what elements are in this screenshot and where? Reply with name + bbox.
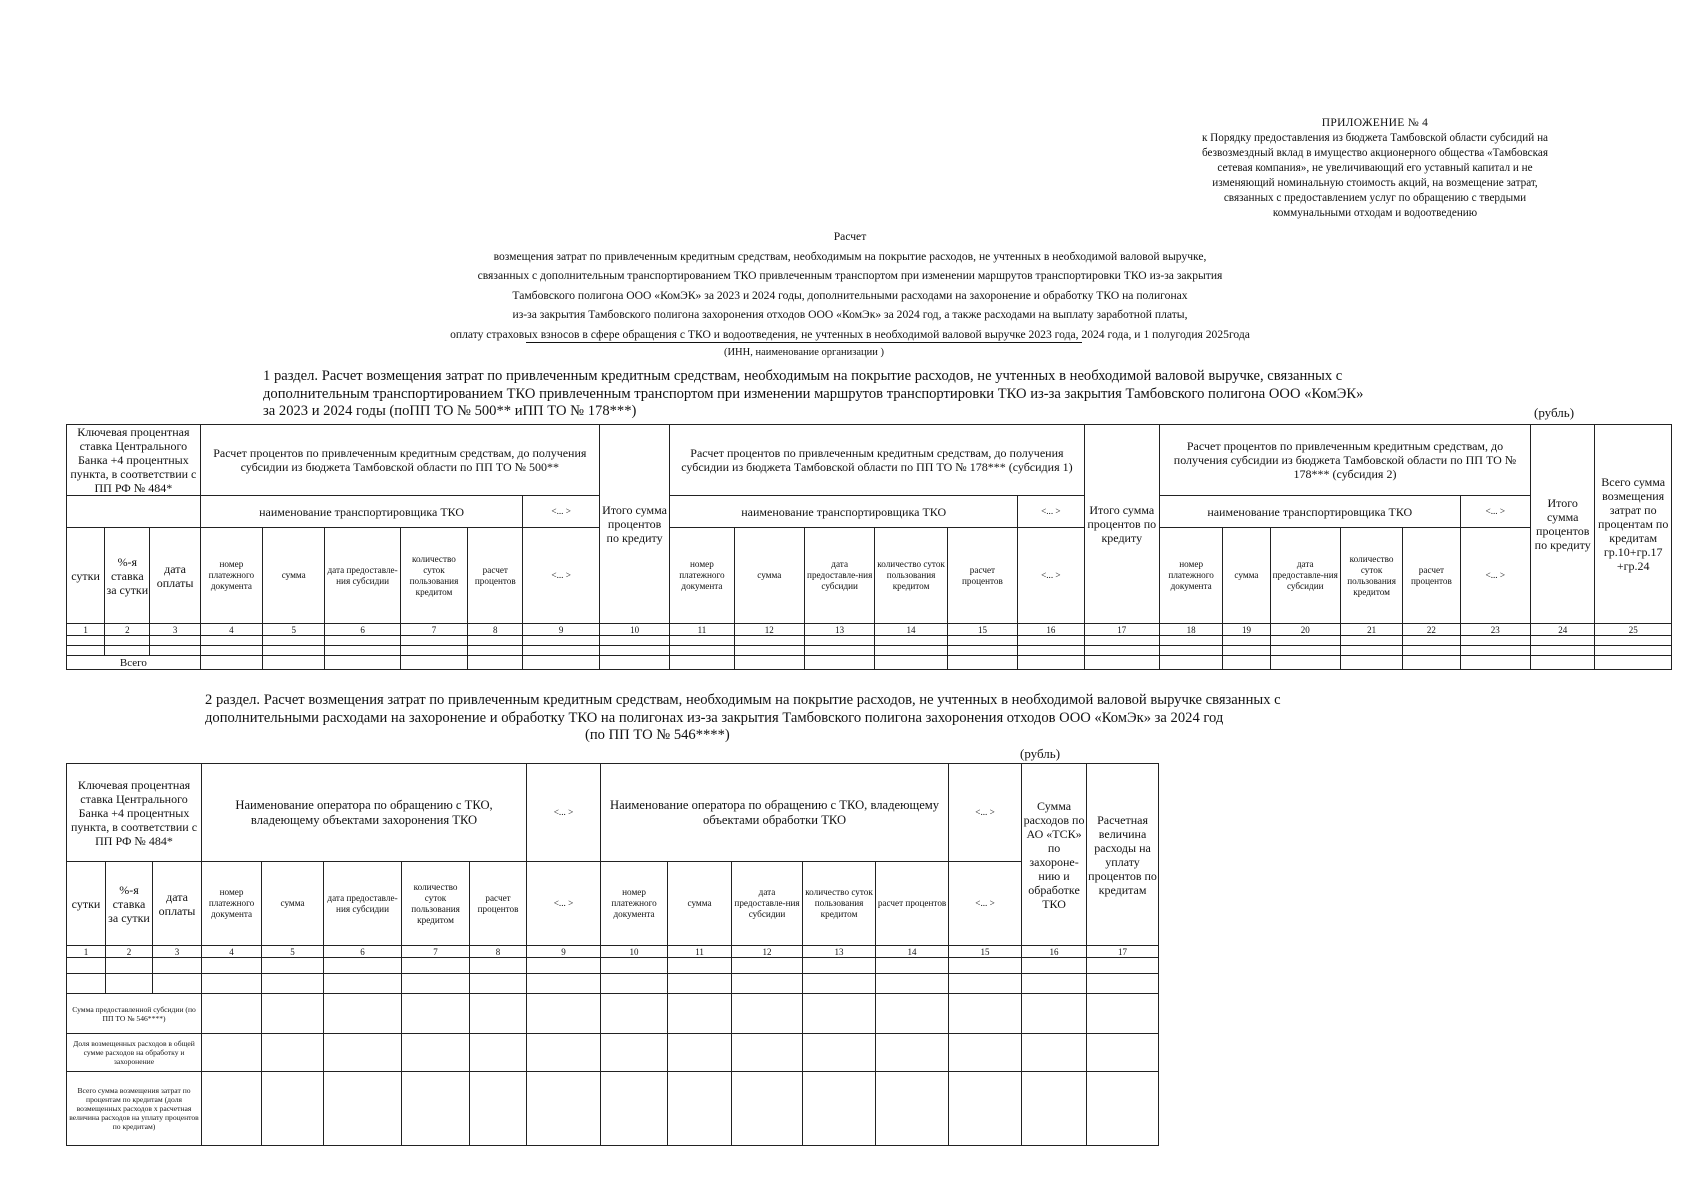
section1-heading-line: 1 раздел. Расчет возмещения затрат по привлеченным кредитным средствам, необходимым на покрытие расходов, не учтенных в необходимой валовой выручке, связанных с bbox=[263, 368, 1343, 384]
carrier-header: наименование транспортировщика ТКО bbox=[200, 496, 523, 528]
table-row bbox=[67, 1072, 1159, 1146]
table-row bbox=[67, 958, 1159, 974]
column-number: 11 bbox=[670, 624, 734, 636]
appendix-line: к Порядку предоставления из бюджета Тамбовской области субсидий на bbox=[1201, 132, 1549, 144]
section2-heading-line: 2 раздел. Расчет возмещения затрат по привлеченным кредитным средствам, необходимым на покрытие расходов, не учтенных в необходимой валовой выручке связанных с bbox=[205, 692, 1281, 708]
column-number: 4 bbox=[202, 946, 262, 958]
appendix-block bbox=[1165, 116, 1585, 221]
column-number: 13 bbox=[804, 624, 874, 636]
column-number: 2 bbox=[105, 624, 150, 636]
key-rate-header-cont bbox=[67, 496, 201, 528]
column-number: 19 bbox=[1223, 624, 1270, 636]
calculation-line: оплату страховых взносов в сфере обращения с ТКО и водоотведения, не учтенных в необходимой валовой выручке 2023 года, 2024 года, и 1 полугодия 2025года bbox=[450, 327, 1250, 341]
col-doc-number: номер платежного документа bbox=[670, 528, 734, 624]
ellipsis-cell: <... > bbox=[949, 764, 1022, 862]
column-numbers-row bbox=[67, 624, 1672, 636]
column-number: 9 bbox=[527, 946, 601, 958]
column-number: 6 bbox=[325, 624, 400, 636]
column-number: 24 bbox=[1531, 624, 1595, 636]
column-number: 12 bbox=[732, 946, 803, 958]
col-amount: сумма bbox=[262, 862, 324, 946]
col-amount: сумма bbox=[668, 862, 732, 946]
section1-heading-line: за 2023 и 2024 годы (поПП ТО № 500** иПП ТО № 178***) bbox=[263, 403, 637, 419]
calculation-title bbox=[300, 227, 1400, 344]
column-number: 1 bbox=[67, 624, 105, 636]
grand-total-header: Всего сумма возмещения затрат по процентам по кредитам гр.10+гр.17 +гр.24 bbox=[1595, 425, 1672, 624]
total-interest-header: Итого сумма процентов по кредиту bbox=[599, 425, 669, 624]
column-number: 12 bbox=[734, 624, 804, 636]
section1-table bbox=[66, 424, 1672, 670]
col-interest-calc: расчет процентов bbox=[947, 528, 1017, 624]
appendix-line: безвозмездный вклад в имущество акционерного общества «Тамбовская bbox=[1201, 147, 1549, 159]
estimated-header: Расчетная величина расходы на уплату процентов по кредитам bbox=[1087, 764, 1159, 946]
col-interest-calc: расчет процентов bbox=[1403, 528, 1460, 624]
group1-header: Расчет процентов по привлеченным кредитным средствам, до получения субсидии из бюджета Тамбовской области по ПП ТО № 500** bbox=[200, 425, 599, 496]
column-number: 22 bbox=[1403, 624, 1460, 636]
col-payment-date: дата оплаты bbox=[150, 528, 200, 624]
section1-heading-line: дополнительным транспортированием ТКО привлеченным транспортом при изменении маршрутов транспортировки ТКО из-за закрытия Тамбовского полигона ООО «КомЭК» bbox=[263, 385, 1364, 402]
column-number: 9 bbox=[523, 624, 599, 636]
section2-heading-line: (по ПП ТО № 546****) bbox=[585, 727, 730, 743]
section1-unit: (рубль) bbox=[1534, 405, 1575, 420]
col-interest-calc: расчет процентов bbox=[876, 862, 949, 946]
appendix-line: связанных с предоставлением услуг по обращению с твердыми bbox=[1223, 192, 1527, 204]
column-number: 18 bbox=[1159, 624, 1222, 636]
operator-processing-header: Наименование оператора по обращению с ТКО, владеющему объектами обработки ТКО bbox=[601, 764, 949, 862]
column-number: 25 bbox=[1595, 624, 1672, 636]
section2-table bbox=[66, 763, 1159, 1146]
subsidy-row-label: Сумма предоставленной субсидии (по ПП ТО № 546****) bbox=[67, 994, 202, 1034]
column-number: 14 bbox=[876, 946, 949, 958]
col-days: сутки bbox=[67, 528, 105, 624]
total-row-label: Всего сумма возмещения затрат по процентам по кредитам (доля возмещенных расходов х расчетная величина расходов на уплату процентов по кредитам) bbox=[67, 1072, 202, 1146]
calculation-line: возмещения затрат по привлеченным кредитным средствам, необходимым на покрытие расходов, не учтенных в необходимой валовой выручке, bbox=[493, 249, 1207, 263]
column-number: 3 bbox=[153, 946, 202, 958]
col-doc-number: номер платежного документа bbox=[200, 528, 262, 624]
ellipsis-cell: <... > bbox=[527, 764, 601, 862]
col-credit-days: количество суток пользования кредитом bbox=[402, 862, 470, 946]
col-interest-calc: расчет процентов bbox=[468, 528, 523, 624]
column-number: 8 bbox=[470, 946, 527, 958]
column-number: 17 bbox=[1087, 946, 1159, 958]
column-number: 8 bbox=[468, 624, 523, 636]
appendix-line: коммунальными отходам и водоотведению bbox=[1272, 207, 1478, 219]
column-number: 10 bbox=[601, 946, 668, 958]
ellipsis-cell: <... > bbox=[527, 862, 601, 946]
column-number: 2 bbox=[106, 946, 153, 958]
table-row bbox=[67, 656, 1672, 670]
col-doc-number: номер платежного документа bbox=[601, 862, 668, 946]
col-subsidy-date: дата предоставле-ния субсидии bbox=[1270, 528, 1340, 624]
col-subsidy-date: дата предоставле-ния субсидии bbox=[732, 862, 803, 946]
calculation-line: из-за закрытия Тамбовского полигона захоронения отходов ООО «КомЭк» за 2024 год, а также расходами на выплату заработной платы, bbox=[512, 308, 1188, 321]
col-doc-number: номер платежного документа bbox=[202, 862, 262, 946]
ellipsis-cell: <... > bbox=[1018, 496, 1084, 528]
ellipsis-cell: <... > bbox=[1460, 528, 1530, 624]
column-number: 10 bbox=[599, 624, 669, 636]
column-numbers-row bbox=[67, 946, 1159, 958]
section2-heading-line: дополнительными расходами на захоронение и обработку ТКО на полигонах из-за закрытия Тамбовского полигона захоронения отходов ООО «КомЭк» за 2024 год bbox=[205, 709, 1224, 726]
column-number: 11 bbox=[668, 946, 732, 958]
table-row bbox=[67, 974, 1159, 994]
column-number: 15 bbox=[949, 946, 1022, 958]
key-rate-header: Ключевая процентная ставка Центрального Банка +4 процентных пункта, в соответствии с ПП РФ № 484* bbox=[67, 425, 201, 496]
table-row bbox=[67, 1034, 1159, 1072]
col-days: сутки bbox=[67, 862, 106, 946]
ellipsis-cell: <... > bbox=[1018, 528, 1084, 624]
column-number: 7 bbox=[400, 624, 467, 636]
appendix-line: изменяющий номинальную стоимость акций, на возмещение затрат, bbox=[1212, 177, 1538, 189]
col-amount: сумма bbox=[1223, 528, 1270, 624]
ellipsis-cell: <... > bbox=[523, 528, 599, 624]
operator-burial-header: Наименование оператора по обращению с ТКО, владеющему объектами захоронения ТКО bbox=[202, 764, 527, 862]
appendix-title: ПРИЛОЖЕНИЕ № 4 bbox=[1321, 117, 1429, 129]
column-number: 14 bbox=[875, 624, 947, 636]
col-credit-days: количество суток пользования кредитом bbox=[1340, 528, 1402, 624]
calculation-heading: Расчет bbox=[833, 230, 867, 243]
appendix-line: сетевая компания», не увеличивающий его уставный капитал и не bbox=[1217, 162, 1533, 174]
section2-heading bbox=[205, 692, 1455, 745]
col-amount: сумма bbox=[734, 528, 804, 624]
col-doc-number: номер платежного документа bbox=[1159, 528, 1222, 624]
column-number: 1 bbox=[67, 946, 106, 958]
column-number: 21 bbox=[1340, 624, 1402, 636]
group2-header: Расчет процентов по привлеченным кредитным средствам, до получения субсидии из бюджета Тамбовской области по ПП ТО № 178*** (субсидия 1) bbox=[670, 425, 1084, 496]
col-daily-rate: %-я ставка за сутки bbox=[105, 528, 150, 624]
calculation-line: связанных с дополнительным транспортированием ТКО привлеченным транспортом при изменении маршрутов транспортировки ТКО из-за закрытия bbox=[477, 269, 1223, 282]
section1-heading bbox=[263, 368, 1593, 421]
col-credit-days: количество суток пользования кредитом bbox=[875, 528, 947, 624]
column-number: 4 bbox=[200, 624, 262, 636]
group3-header: Расчет процентов по привлеченным кредитным средствам, до получения субсидии из бюджета Тамбовской области по ПП ТО № 178*** (субсидия 2) bbox=[1159, 425, 1530, 496]
total-interest-header: Итого сумма процентов по кредиту bbox=[1531, 425, 1595, 624]
ellipsis-cell: <... > bbox=[949, 862, 1022, 946]
column-number: 7 bbox=[402, 946, 470, 958]
column-number: 16 bbox=[1022, 946, 1087, 958]
col-daily-rate: %-я ставка за сутки bbox=[106, 862, 153, 946]
inn-label: (ИНН, наименование организации ) bbox=[723, 347, 885, 358]
column-number: 20 bbox=[1270, 624, 1340, 636]
column-number: 16 bbox=[1018, 624, 1084, 636]
column-number: 3 bbox=[150, 624, 200, 636]
column-number: 6 bbox=[324, 946, 402, 958]
column-number: 23 bbox=[1460, 624, 1530, 636]
column-number: 15 bbox=[947, 624, 1017, 636]
ellipsis-cell: <... > bbox=[1460, 496, 1530, 528]
table-row bbox=[67, 646, 1672, 656]
col-credit-days: количество суток пользования кредитом bbox=[400, 528, 467, 624]
total-row-label: Всего bbox=[67, 656, 201, 670]
inn-underline bbox=[526, 342, 1082, 343]
column-number: 5 bbox=[263, 624, 325, 636]
key-rate-header: Ключевая процентная ставка Центрального Банка +4 процентных пункта, в соответствии с ПП РФ № 484* bbox=[67, 764, 202, 862]
ellipsis-cell: <... > bbox=[523, 496, 599, 528]
col-subsidy-date: дата предоставле-ния субсидии bbox=[804, 528, 874, 624]
col-payment-date: дата оплаты bbox=[153, 862, 202, 946]
table-row bbox=[67, 636, 1672, 646]
col-interest-calc: расчет процентов bbox=[470, 862, 527, 946]
table-row bbox=[67, 994, 1159, 1034]
total-interest-header: Итого сумма процентов по кредиту bbox=[1084, 425, 1159, 624]
calculation-line: Тамбовского полигона ООО «КомЭК» за 2023 и 2024 годы, дополнительными расходами на захоронение и обработку ТКО на полигонах bbox=[512, 288, 1188, 302]
share-row-label: Доля возмещенных расходов в общей сумме расходов на обработку и захоронение bbox=[67, 1034, 202, 1072]
col-subsidy-date: дата предоставле-ния субсидии bbox=[325, 528, 400, 624]
carrier-header: наименование транспортировщика ТКО bbox=[670, 496, 1018, 528]
column-number: 13 bbox=[803, 946, 876, 958]
column-number: 17 bbox=[1084, 624, 1159, 636]
tsk-sum-header: Сумма расходов по АО «ТСК» по захороне-нию и обработке ТКО bbox=[1022, 764, 1087, 946]
col-credit-days: количество суток пользования кредитом bbox=[803, 862, 876, 946]
section2-unit: (рубль) bbox=[1020, 746, 1061, 761]
col-amount: сумма bbox=[263, 528, 325, 624]
column-number: 5 bbox=[262, 946, 324, 958]
carrier-header: наименование транспортировщика ТКО bbox=[1159, 496, 1460, 528]
col-subsidy-date: дата предоставле-ния субсидии bbox=[324, 862, 402, 946]
